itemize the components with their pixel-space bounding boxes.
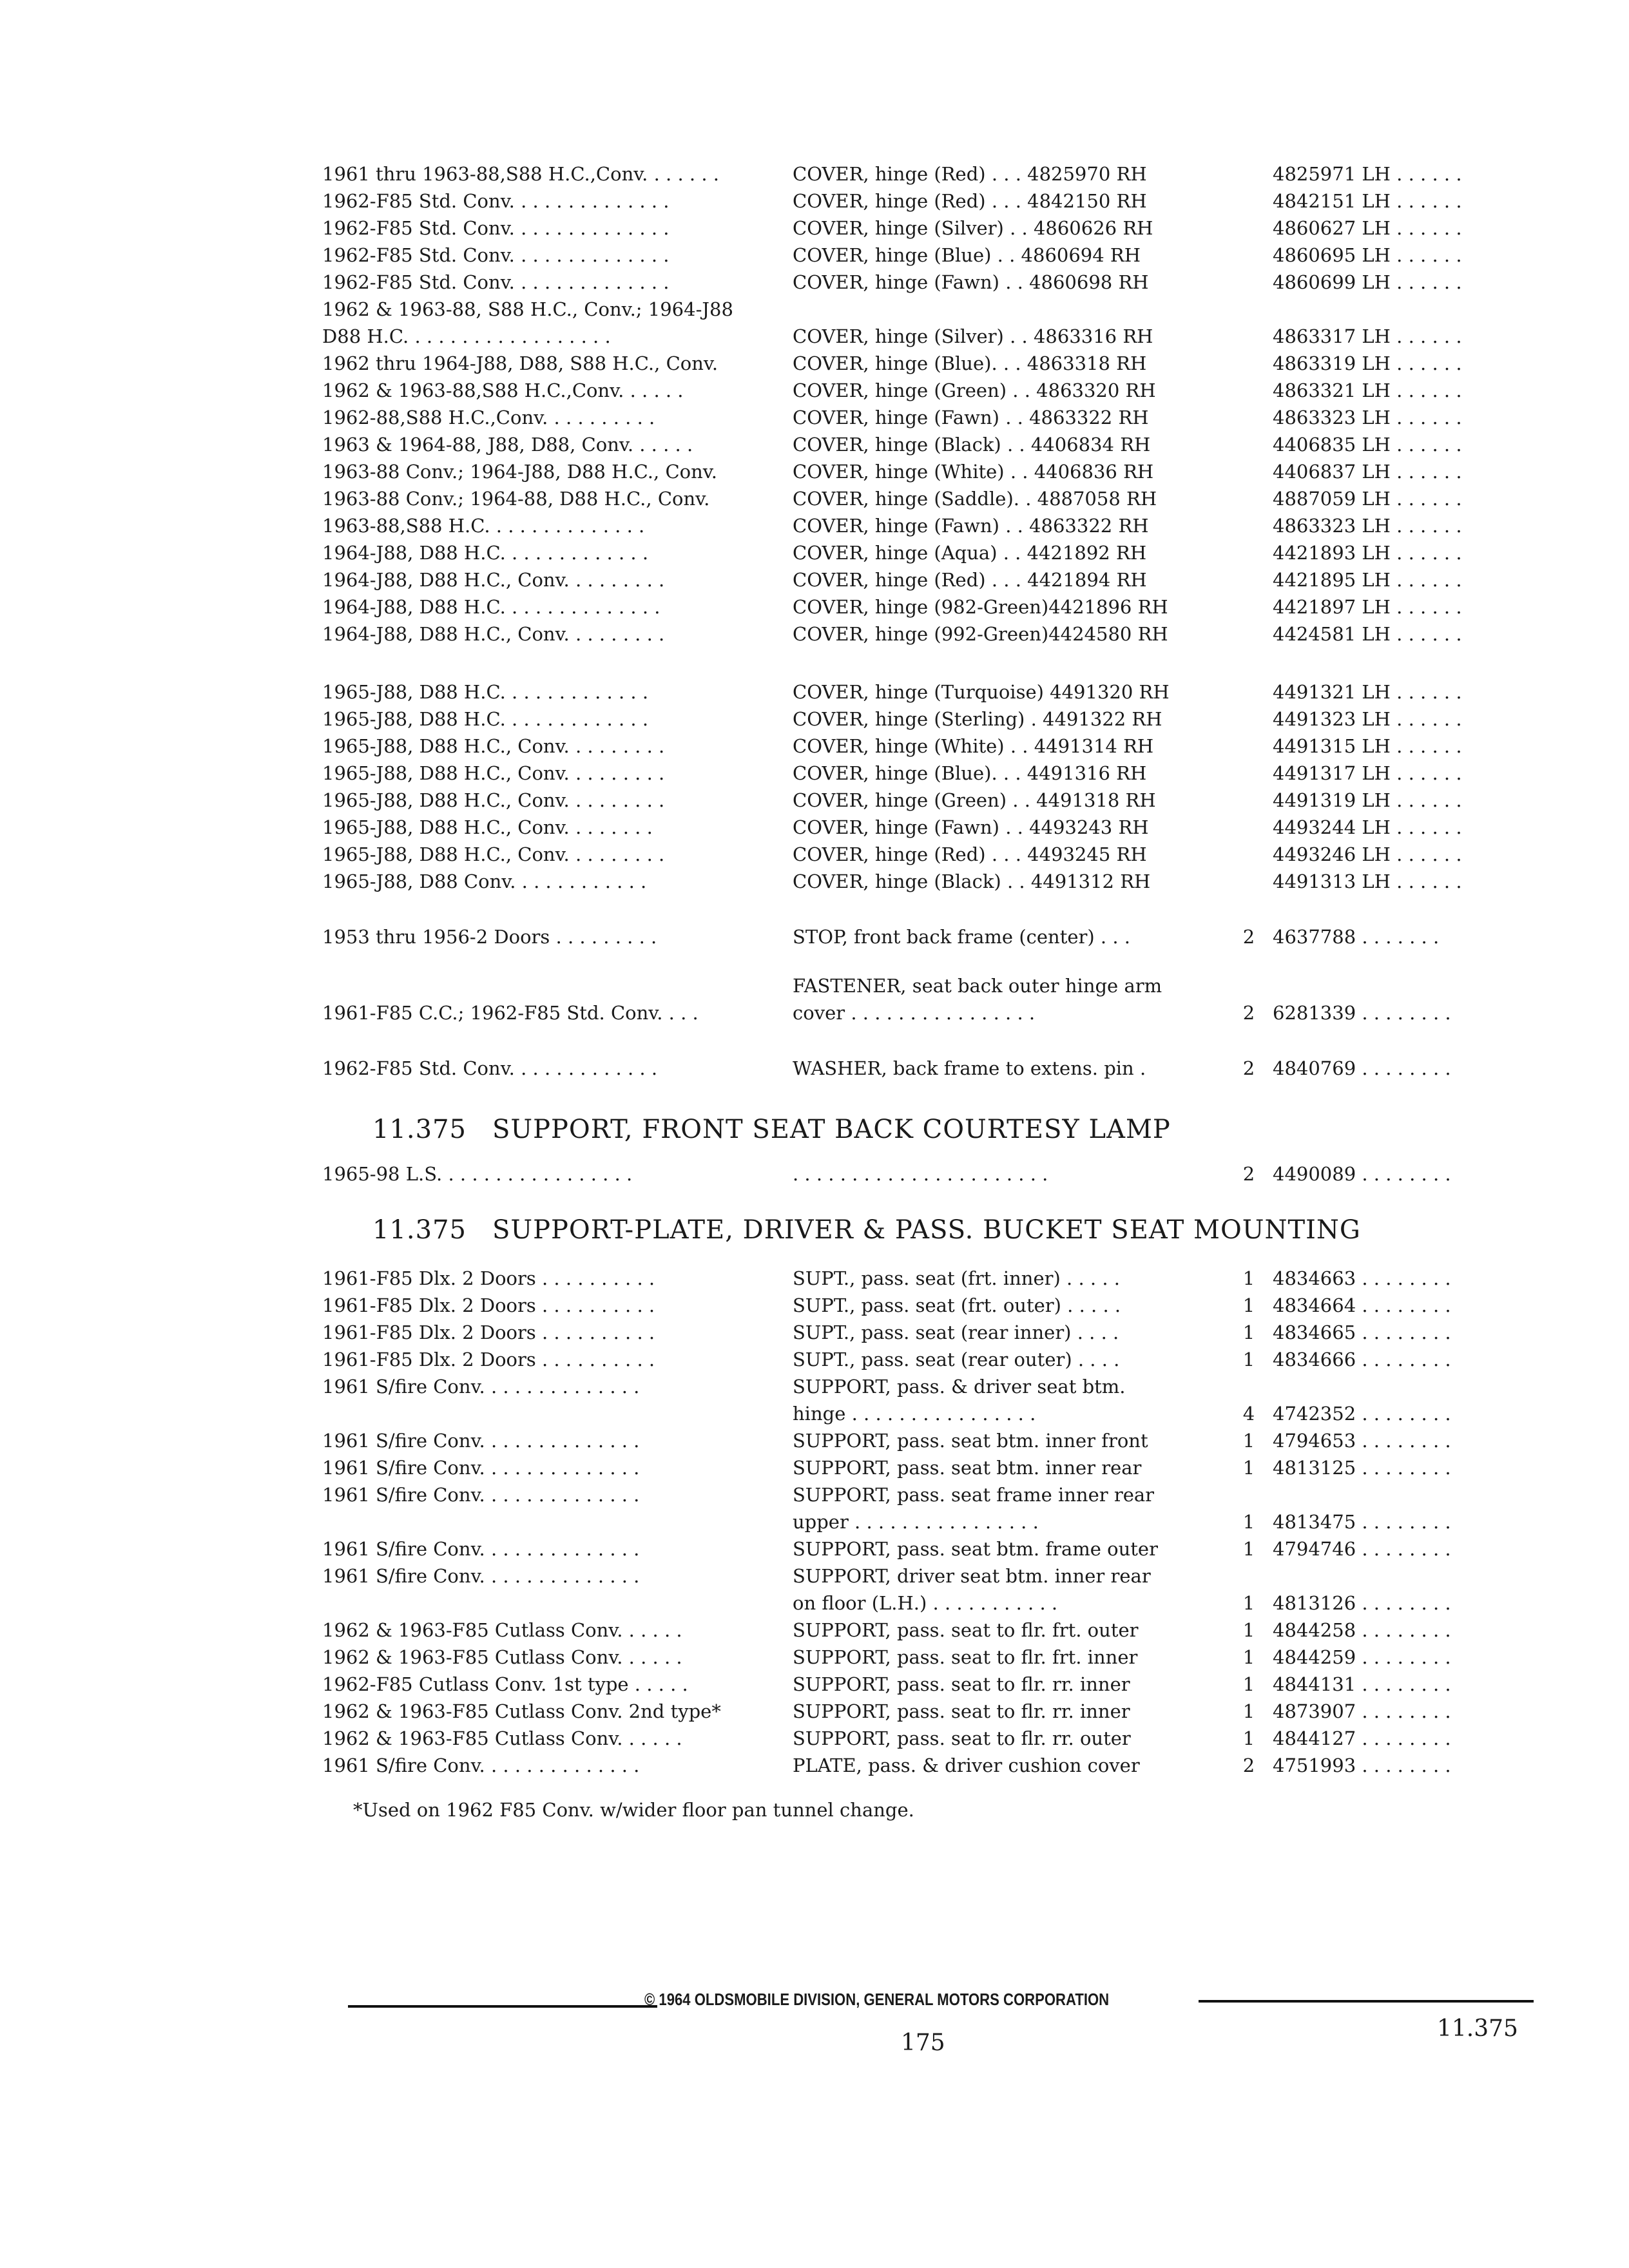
application-cell: 1961-F85 Dlx. 2 Doors . . . . . . . . . . — [322, 1349, 655, 1370]
parts-row — [0, 214, 1629, 242]
description-cell: STOP, front back frame (center) . . . — [793, 926, 1131, 948]
description-cell: upper . . . . . . . . . . . . . . . . — [793, 1511, 1039, 1533]
part-number-cell: 4406835 LH . . . . . . — [1273, 434, 1462, 456]
application-cell: 1962-F85 Std. Conv. . . . . . . . . . . . . . — [322, 190, 670, 212]
description-cell: COVER, hinge (982-Green)4421896 RH — [793, 596, 1168, 618]
description-cell: SUPPORT, pass. & driver seat btm. — [793, 1376, 1126, 1398]
part-number-cell: 4493246 LH . . . . . . — [1273, 843, 1462, 865]
description-cell: COVER, hinge (Aqua) . . 4421892 RH — [793, 542, 1147, 564]
parts-row — [0, 840, 1629, 869]
application-cell: 1965-J88, D88 H.C., Conv. . . . . . . . . — [322, 843, 665, 865]
application-cell: 1961 S/fire Conv. . . . . . . . . . . . . . — [322, 1565, 640, 1587]
parts-row — [0, 1643, 1629, 1671]
parts-row — [0, 430, 1629, 459]
application-cell: 1961 S/fire Conv. . . . . . . . . . . . . . — [322, 1754, 640, 1776]
application-cell: 1965-J88, D88 H.C., Conv. . . . . . . . . — [322, 762, 665, 784]
quantity-cell: 2 — [1242, 1163, 1255, 1185]
application-cell: 1961 S/fire Conv. . . . . . . . . . . . . . — [322, 1538, 640, 1560]
part-number-cell: 4863321 LH . . . . . . — [1273, 380, 1462, 401]
application-cell: 1962 & 1963-F85 Cutlass Conv. . . . . . — [322, 1727, 682, 1749]
description-cell: COVER, hinge (Blue). . . 4863318 RH — [793, 352, 1147, 374]
parts-row — [0, 1454, 1629, 1482]
parts-row — [0, 1562, 1629, 1590]
description-cell: SUPPORT, pass. seat to flr. rr. outer — [793, 1727, 1131, 1749]
parts-row — [0, 620, 1629, 648]
parts-row — [0, 512, 1629, 540]
parts-row — [0, 705, 1629, 733]
parts-row — [0, 1399, 1629, 1428]
quantity-cell: 1 — [1242, 1646, 1255, 1668]
description-cell: COVER, hinge (Turquoise) 4491320 RH — [793, 681, 1170, 703]
part-number-cell: 4491319 LH . . . . . . — [1273, 789, 1462, 811]
parts-row — [0, 1535, 1629, 1563]
description-cell: FASTENER, seat back outer hinge arm — [793, 975, 1162, 997]
description-cell: SUPPORT, driver seat btm. inner rear — [793, 1565, 1151, 1587]
application-cell: 1965-J88, D88 Conv. . . . . . . . . . . . — [322, 870, 647, 892]
part-number-cell: 4840769 . . . . . . . . — [1273, 1057, 1451, 1079]
description-cell: on floor (L.H.) . . . . . . . . . . . — [793, 1592, 1058, 1614]
part-number-cell: 4860627 LH . . . . . . — [1273, 217, 1462, 239]
description-cell: SUPPORT, pass. seat btm. inner front — [793, 1430, 1148, 1452]
part-number-cell: 4844258 . . . . . . . . — [1273, 1619, 1451, 1641]
parts-row — [0, 867, 1629, 896]
section-number: 11.375 — [1437, 2015, 1518, 2042]
part-number-cell: 4860695 LH . . . . . . — [1273, 244, 1462, 266]
description-cell: COVER, hinge (White) . . 4406836 RH — [793, 461, 1154, 483]
part-number-cell: 4863323 LH . . . . . . — [1273, 515, 1462, 537]
parts-row — [0, 1264, 1629, 1293]
parts-row — [0, 241, 1629, 269]
part-number-cell: 4834664 . . . . . . . . — [1273, 1294, 1451, 1316]
application-cell: 1961-F85 Dlx. 2 Doors . . . . . . . . . . — [322, 1321, 655, 1343]
parts-row — [0, 268, 1629, 296]
description-cell: SUPT., pass. seat (frt. inner) . . . . . — [793, 1267, 1120, 1289]
section-heading-number: 11.375 — [372, 1115, 467, 1144]
quantity-cell: 2 — [1242, 1057, 1255, 1079]
description-cell: COVER, hinge (Black) . . 4406834 RH — [793, 434, 1151, 456]
application-cell: 1961-F85 Dlx. 2 Doors . . . . . . . . . . — [322, 1294, 655, 1316]
description-cell: COVER, hinge (Fawn) . . 4860698 RH — [793, 271, 1149, 293]
description-cell: SUPT., pass. seat (rear inner) . . . . — [793, 1321, 1119, 1343]
application-cell: 1965-J88, D88 H.C. . . . . . . . . . . . . — [322, 681, 649, 703]
description-cell: COVER, hinge (Blue) . . 4860694 RH — [793, 244, 1141, 266]
parts-row — [0, 1616, 1629, 1644]
part-number-cell: 4491317 LH . . . . . . — [1273, 762, 1462, 784]
application-cell: 1953 thru 1956-2 Doors . . . . . . . . . — [322, 926, 657, 948]
part-number-cell: 4421895 LH . . . . . . — [1273, 569, 1462, 591]
application-cell: 1962 & 1963-88,S88 H.C.,Conv. . . . . . — [322, 380, 684, 401]
parts-row — [0, 813, 1629, 841]
copyright-footer: © 1964 OLDSMOBILE DIVISION, GENERAL MOTORS CORPORATION — [644, 1990, 1110, 2009]
parts-row — [0, 1318, 1629, 1347]
part-number-cell: 4406837 LH . . . . . . — [1273, 461, 1462, 483]
part-number-cell: 4742352 . . . . . . . . — [1273, 1403, 1451, 1425]
part-number-cell: 4834666 . . . . . . . . — [1273, 1349, 1451, 1370]
parts-row — [0, 1372, 1629, 1401]
application-cell: 1964-J88, D88 H.C. . . . . . . . . . . . . — [322, 542, 649, 564]
application-cell: 1962 & 1963-F85 Cutlass Conv. 2nd type* — [322, 1700, 721, 1722]
description-cell: . . . . . . . . . . . . . . . . . . . . . . — [793, 1163, 1048, 1185]
parts-row — [0, 295, 1629, 323]
parts-row — [0, 1724, 1629, 1753]
parts-row — [0, 972, 1629, 1000]
description-cell: PLATE, pass. & driver cushion cover — [793, 1754, 1140, 1776]
application-cell: D88 H.C. . . . . . . . . . . . . . . . . . — [322, 325, 611, 347]
application-cell: 1965-J88, D88 H.C., Conv. . . . . . . . . — [322, 789, 665, 811]
quantity-cell: 1 — [1242, 1619, 1255, 1641]
parts-row — [0, 1054, 1629, 1082]
description-cell: COVER, hinge (White) . . 4491314 RH — [793, 735, 1154, 757]
part-number-cell: 4794746 . . . . . . . . — [1273, 1538, 1451, 1560]
parts-row — [0, 485, 1629, 513]
description-cell: SUPPORT, pass. seat to flr. frt. inner — [793, 1646, 1138, 1668]
application-cell: 1963-88,S88 H.C. . . . . . . . . . . . . . — [322, 515, 645, 537]
application-cell: 1962-F85 Cutlass Conv. 1st type . . . . . — [322, 1673, 688, 1695]
part-number-cell: 4794653 . . . . . . . . — [1273, 1430, 1451, 1452]
parts-row — [0, 678, 1629, 706]
part-number-cell: 6281339 . . . . . . . . — [1273, 1002, 1451, 1024]
application-cell: 1964-J88, D88 H.C. . . . . . . . . . . . . . — [322, 596, 660, 618]
description-cell: SUPT., pass. seat (rear outer) . . . . — [793, 1349, 1120, 1370]
part-number-cell: 4491315 LH . . . . . . — [1273, 735, 1462, 757]
footnote: *Used on 1962 F85 Conv. w/wider floor pan tunnel change. — [353, 1799, 914, 1821]
quantity-cell: 1 — [1242, 1511, 1255, 1533]
description-cell: SUPPORT, pass. seat to flr. rr. inner — [793, 1673, 1130, 1695]
part-number-cell: 4424581 LH . . . . . . — [1273, 623, 1462, 645]
application-cell: 1962-F85 Std. Conv. . . . . . . . . . . . . . — [322, 217, 670, 239]
part-number-cell: 4834665 . . . . . . . . — [1273, 1321, 1451, 1343]
application-cell: 1961 thru 1963-88,S88 H.C.,Conv. . . . . . . — [322, 163, 720, 185]
description-cell: COVER, hinge (Black) . . 4491312 RH — [793, 870, 1151, 892]
application-cell: 1962-88,S88 H.C.,Conv. . . . . . . . . . — [322, 407, 655, 428]
section-heading-title: SUPPORT, FRONT SEAT BACK COURTESY LAMP — [492, 1115, 1171, 1144]
application-cell: 1965-J88, D88 H.C., Conv. . . . . . . . — [322, 816, 653, 838]
description-cell: COVER, hinge (Silver) . . 4863316 RH — [793, 325, 1153, 347]
parts-row — [0, 1508, 1629, 1536]
application-cell: 1961-F85 C.C.; 1962-F85 Std. Conv. . . . — [322, 1002, 699, 1024]
application-cell: 1962-F85 Std. Conv. . . . . . . . . . . . . — [322, 1057, 658, 1079]
description-cell: COVER, hinge (Red) . . . 4421894 RH — [793, 569, 1147, 591]
parts-row — [0, 593, 1629, 621]
description-cell: SUPT., pass. seat (frt. outer) . . . . . — [793, 1294, 1121, 1316]
part-number-cell: 4863319 LH . . . . . . — [1273, 352, 1462, 374]
parts-row — [0, 403, 1629, 432]
parts-row — [0, 376, 1629, 405]
part-number-cell: 4844127 . . . . . . . . — [1273, 1727, 1451, 1749]
part-number-cell: 4825971 LH . . . . . . — [1273, 163, 1462, 185]
description-cell: COVER, hinge (Fawn) . . 4863322 RH — [793, 515, 1149, 537]
part-number-cell: 4637788 . . . . . . . — [1273, 926, 1440, 948]
description-cell: COVER, hinge (Red) . . . 4842150 RH — [793, 190, 1147, 212]
parts-row — [0, 759, 1629, 787]
quantity-cell: 1 — [1242, 1592, 1255, 1614]
quantity-cell: 1 — [1242, 1673, 1255, 1695]
application-cell: 1965-J88, D88 H.C., Conv. . . . . . . . . — [322, 735, 665, 757]
part-number-cell: 4493244 LH . . . . . . — [1273, 816, 1462, 838]
description-cell: SUPPORT, pass. seat frame inner rear — [793, 1484, 1155, 1506]
quantity-cell: 2 — [1242, 1002, 1255, 1024]
parts-row — [0, 1345, 1629, 1374]
part-number-cell: 4491323 LH . . . . . . — [1273, 708, 1462, 730]
part-number-cell: 4813475 . . . . . . . . — [1273, 1511, 1451, 1533]
description-cell: WASHER, back frame to extens. pin . — [793, 1057, 1146, 1079]
quantity-cell: 2 — [1242, 1754, 1255, 1776]
part-number-cell: 4863317 LH . . . . . . — [1273, 325, 1462, 347]
section-heading-courtesy-lamp — [372, 1115, 1171, 1144]
application-cell: 1963 & 1964-88, J88, D88, Conv. . . . . . — [322, 434, 693, 456]
description-cell: SUPPORT, pass. seat btm. frame outer — [793, 1538, 1158, 1560]
page-number: 175 — [901, 2030, 945, 2056]
parts-row — [0, 539, 1629, 567]
quantity-cell: 1 — [1242, 1294, 1255, 1316]
application-cell: 1962 & 1963-88, S88 H.C., Conv.; 1964-J88 — [322, 298, 733, 320]
quantity-cell: 1 — [1242, 1321, 1255, 1343]
parts-row — [0, 1160, 1629, 1188]
description-cell: COVER, hinge (992-Green)4424580 RH — [793, 623, 1168, 645]
description-cell: cover . . . . . . . . . . . . . . . . — [793, 1002, 1036, 1024]
footer-rule-right — [1199, 2000, 1534, 2003]
part-number-cell: 4873907 . . . . . . . . — [1273, 1700, 1451, 1722]
application-cell: 1965-J88, D88 H.C. . . . . . . . . . . . . — [322, 708, 649, 730]
parts-row — [0, 923, 1629, 951]
description-cell: SUPPORT, pass. seat to flr. rr. inner — [793, 1700, 1130, 1722]
parts-row — [0, 1427, 1629, 1455]
quantity-cell: 1 — [1242, 1430, 1255, 1452]
part-number-cell: 4421897 LH . . . . . . — [1273, 596, 1462, 618]
description-cell: COVER, hinge (Fawn) . . 4493243 RH — [793, 816, 1149, 838]
quantity-cell: 1 — [1242, 1349, 1255, 1370]
parts-row — [0, 1751, 1629, 1780]
part-number-cell: 4491313 LH . . . . . . — [1273, 870, 1462, 892]
description-cell: SUPPORT, pass. seat to flr. frt. outer — [793, 1619, 1139, 1641]
application-cell: 1962-F85 Std. Conv. . . . . . . . . . . . . . — [322, 244, 670, 266]
application-cell: 1961-F85 Dlx. 2 Doors . . . . . . . . . . — [322, 1267, 655, 1289]
description-cell: COVER, hinge (Fawn) . . 4863322 RH — [793, 407, 1149, 428]
application-cell: 1963-88 Conv.; 1964-J88, D88 H.C., Conv. — [322, 461, 717, 483]
application-cell: 1961 S/fire Conv. . . . . . . . . . . . . . — [322, 1457, 640, 1479]
parts-row — [0, 732, 1629, 760]
parts-row — [0, 1481, 1629, 1509]
description-cell: COVER, hinge (Green) . . 4863320 RH — [793, 380, 1156, 401]
description-cell: COVER, hinge (Red) . . . 4493245 RH — [793, 843, 1147, 865]
quantity-cell: 1 — [1242, 1538, 1255, 1560]
application-cell: 1964-J88, D88 H.C., Conv. . . . . . . . . — [322, 569, 665, 591]
quantity-cell: 1 — [1242, 1267, 1255, 1289]
description-cell: hinge . . . . . . . . . . . . . . . . — [793, 1403, 1036, 1425]
part-number-cell: 4834663 . . . . . . . . — [1273, 1267, 1451, 1289]
parts-row — [0, 999, 1629, 1027]
quantity-cell: 1 — [1242, 1457, 1255, 1479]
parts-row — [0, 1697, 1629, 1725]
application-cell: 1962 & 1963-F85 Cutlass Conv. . . . . . — [322, 1619, 682, 1641]
parts-row — [0, 457, 1629, 486]
application-cell: 1962 thru 1964-J88, D88, S88 H.C., Conv. — [322, 352, 718, 374]
parts-row — [0, 566, 1629, 594]
part-number-cell: 4860699 LH . . . . . . — [1273, 271, 1462, 293]
application-cell: 1961 S/fire Conv. . . . . . . . . . . . . . — [322, 1376, 640, 1398]
part-number-cell: 4490089 . . . . . . . . — [1273, 1163, 1451, 1185]
application-cell: 1961 S/fire Conv. . . . . . . . . . . . . . — [322, 1484, 640, 1506]
footer-rule-left — [348, 2005, 657, 2008]
application-cell: 1961 S/fire Conv. . . . . . . . . . . . . . — [322, 1430, 640, 1452]
quantity-cell: 1 — [1242, 1727, 1255, 1749]
part-number-cell: 4813126 . . . . . . . . — [1273, 1592, 1451, 1614]
description-cell: COVER, hinge (Saddle). . 4887058 RH — [793, 488, 1157, 510]
part-number-cell: 4813125 . . . . . . . . — [1273, 1457, 1451, 1479]
parts-row — [0, 1291, 1629, 1320]
part-number-cell: 4421893 LH . . . . . . — [1273, 542, 1462, 564]
part-number-cell: 4887059 LH . . . . . . — [1273, 488, 1462, 510]
section-heading-title: SUPPORT-PLATE, DRIVER & PASS. BUCKET SEAT MOUNTING — [492, 1215, 1361, 1245]
part-number-cell: 4844131 . . . . . . . . — [1273, 1673, 1451, 1695]
application-cell: 1965-98 L.S. . . . . . . . . . . . . . . . . — [322, 1163, 633, 1185]
application-cell: 1962 & 1963-F85 Cutlass Conv. . . . . . — [322, 1646, 682, 1668]
parts-row — [0, 322, 1629, 351]
application-cell: 1962-F85 Std. Conv. . . . . . . . . . . . . . — [322, 271, 670, 293]
quantity-cell: 1 — [1242, 1700, 1255, 1722]
section-heading-bucket-seat — [372, 1215, 1361, 1245]
parts-row — [0, 349, 1629, 378]
description-cell: COVER, hinge (Silver) . . 4860626 RH — [793, 217, 1153, 239]
parts-row — [0, 786, 1629, 814]
description-cell: COVER, hinge (Blue). . . 4491316 RH — [793, 762, 1147, 784]
quantity-cell: 4 — [1242, 1403, 1255, 1425]
parts-row — [0, 187, 1629, 215]
part-number-cell: 4751993 . . . . . . . . — [1273, 1754, 1451, 1776]
part-number-cell: 4844259 . . . . . . . . — [1273, 1646, 1451, 1668]
description-cell: COVER, hinge (Sterling) . 4491322 RH — [793, 708, 1162, 730]
description-cell: SUPPORT, pass. seat btm. inner rear — [793, 1457, 1142, 1479]
part-number-cell: 4863323 LH . . . . . . — [1273, 407, 1462, 428]
description-cell: COVER, hinge (Green) . . 4491318 RH — [793, 789, 1156, 811]
application-cell: 1964-J88, D88 H.C., Conv. . . . . . . . . — [322, 623, 665, 645]
quantity-cell: 2 — [1242, 926, 1255, 948]
description-cell: COVER, hinge (Red) . . . 4825970 RH — [793, 163, 1147, 185]
application-cell: 1963-88 Conv.; 1964-88, D88 H.C., Conv. — [322, 488, 710, 510]
parts-row — [0, 1670, 1629, 1698]
parts-row — [0, 160, 1629, 188]
part-number-cell: 4842151 LH . . . . . . — [1273, 190, 1462, 212]
part-number-cell: 4491321 LH . . . . . . — [1273, 681, 1462, 703]
parts-row — [0, 1589, 1629, 1617]
section-heading-number: 11.375 — [372, 1215, 467, 1245]
